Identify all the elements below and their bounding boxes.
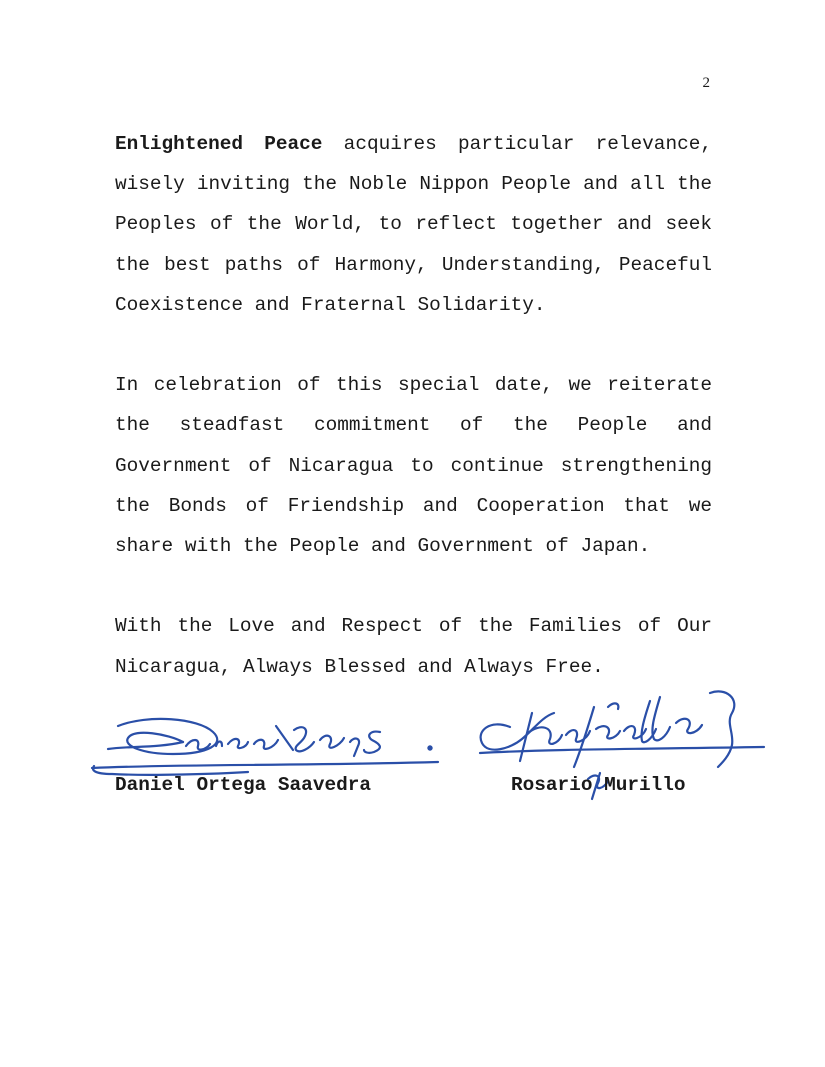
signature-murillo	[470, 683, 770, 805]
signer-name-ortega: Daniel Ortega Saavedra	[115, 774, 371, 796]
paragraph-enlightened-peace	[115, 124, 712, 325]
paragraph-celebration: In celebration of this special date, we reiterate the steadfast commitment of the People and Government of Nicaragua to continue strengthening the Bonds of Friendship and Cooperation that we share with the People and Government of Japan.	[115, 374, 712, 558]
paragraph-lead-bold: Enlightened Peace	[115, 133, 323, 155]
letter-body	[115, 124, 712, 687]
page-number: 2	[702, 75, 710, 91]
paragraph-text: acquires particular relevance, wisely inviting the Noble Nippon People and all the Peoples of the World, to reflect together and seek the best paths of Harmony, Understanding, Peaceful Coexistence and Fraternal Solidarity.	[115, 133, 712, 316]
signer-name-murillo: Rosario Murillo	[511, 774, 686, 796]
paragraph-closing: With the Love and Respect of the Families of Our Nicaragua, Always Blessed and Always Free.	[115, 615, 712, 678]
signature-ortega	[88, 704, 448, 784]
